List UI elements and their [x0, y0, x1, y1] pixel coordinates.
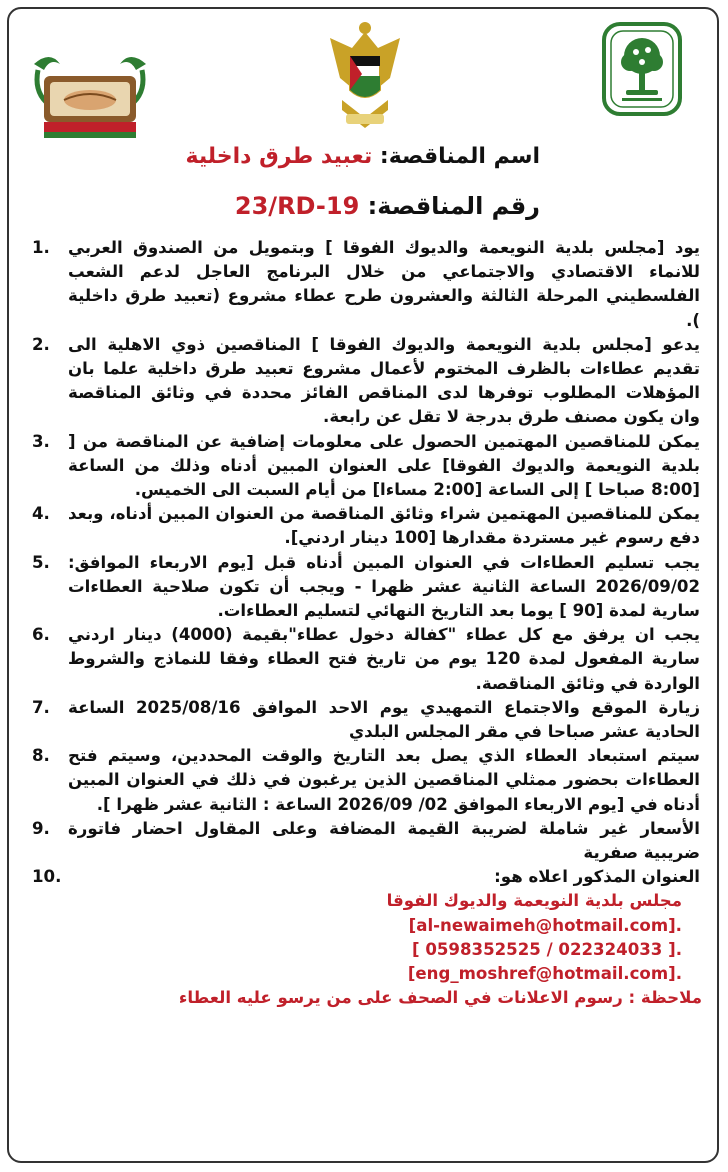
tender-number-value: 23/RD-19: [234, 192, 360, 220]
item-text: سيتم استبعاد العطاء الذي يصل بعد التاريخ والوقت المحددين، وسيتم فتح العطاءات بحضور ممثلي المناقصين الذين يرغبون في ذلك في العنوان المبين أدناه في [يوم الاربعاء الموافق 02/ 2026/09 الساعة : الثانية عشر ظهرا ].: [68, 746, 700, 814]
item-number: 10.: [32, 867, 62, 887]
list-item: [26, 865, 702, 889]
item-text: يمكن للمناقصين المهتمين الحصول على معلومات إضافية عن المناقصة من [ بلدية النويعمة والديوك الفوقا] على العنوان المبين أدناه وذلك من الساعة [8:00 صباحا ] إلى الساعة [2:00 مساءا] من أيام السبت الى الخميس.: [68, 431, 700, 500]
eagle-emblem-icon: [322, 18, 408, 133]
tender-title-value: تعبيد طرق داخلية: [185, 144, 373, 169]
tender-number-label: رقم المناقصة:: [367, 192, 540, 220]
item-number: 8.: [32, 746, 50, 766]
list-item: [26, 551, 702, 624]
list-item: [26, 502, 702, 550]
item-number: 5.: [32, 552, 50, 572]
tender-title-label: اسم المناقصة:: [379, 144, 540, 169]
list-item: [26, 430, 702, 503]
tender-number: [140, 192, 540, 220]
tender-body: [26, 236, 702, 1011]
item-text: يجب تسليم العطاءات في العنوان المبين أدناه قبل [يوم الاربعاء الموافق: 2026/09/02 الساعة الثانية عشر ظهرا - ويجب أن تكون صلاحية العطاءات سارية لمدة [90 ] يوما بعد التاريخ النهائي لتسليم العطاءات.: [68, 552, 700, 621]
list-item: [26, 744, 702, 817]
item-number: 7.: [32, 697, 50, 717]
item-text: يود [مجلس بلدية النويعمة والديوك الفوقا ] وبتمويل من الصندوق العربي للانماء الاقتصادي والاجتماعي من خلال البرنامج العاجل لدعم الشعب الفلسطيني المرحلة الثالثة والعشرون طرح عطاء مشروع (تعبيد طرق داخلية ).: [68, 238, 700, 330]
item-number: 6.: [32, 625, 50, 645]
item-number: 1.: [32, 238, 50, 257]
address-name: مجلس بلدية النويعمة والديوك الفوقا: [386, 891, 682, 911]
item-text: يمكن للمناقصين المهتمين شراء وثائق المناقصة من العنوان المبين أدناه، وبعد دفع رسوم غير مستردة مقدارها [100 دينار اردني].: [68, 504, 700, 548]
list-item: [26, 333, 702, 430]
ad-fee-note: ملاحظة : رسوم الاعلانات في الصحف على من يرسو عليه العطاء: [178, 988, 702, 1008]
list-item: [26, 696, 702, 744]
tender-title: [140, 144, 540, 169]
item-number: 2.: [32, 334, 50, 354]
list-item: [26, 236, 702, 333]
address-email-secondary[interactable]: [eng_moshref@hotmail.com].: [407, 964, 682, 984]
handshake-emblem-icon: [30, 50, 150, 140]
list-item: [26, 623, 702, 696]
item-text: زيارة الموقع والاجتماع التمهيدي يوم الاحد الموافق 2025/08/16 الساعة الحادية عشر صباحا في مقر المجلس البلدي: [68, 697, 700, 742]
address-block: [26, 889, 702, 986]
tree-seal-icon: [602, 22, 682, 116]
item-text: الأسعار غير شاملة لضريبة القيمة المضافة وعلى المقاول احضار فاتورة ضريبية صفرية: [68, 818, 700, 863]
item-number: 4.: [32, 504, 50, 524]
item-text: العنوان المذكور اعلاه هو:: [494, 867, 700, 887]
list-item: [26, 817, 702, 865]
item-text: يدعو [مجلس بلدية النويعمة والديوك الفوقا ] المناقصين ذوي الاهلية الى تقديم عطاءات بالظرف المختوم لأعمال مشروع تعبيد طرق داخلية علما بان المؤهلات المطلوب توفرها لدى المناقص الفائز محددة في وثائق المناقصة وان يكون مصنف طرق بدرجة لا تقل عن رابعة.: [68, 334, 700, 427]
item-text: يجب ان يرفق مع كل عطاء "كفالة دخول عطاء"بقيمة (4000) دينار اردني سارية المفعول لمدة 120 يوم من تاريخ فتح العطاء وفقا للنماذج والشروط الواردة في وثائق المناقصة.: [68, 625, 701, 693]
address-phones: [ 0598352525 / 022324033 ].: [411, 939, 682, 959]
logo-row: [0, 18, 728, 138]
address-email-primary[interactable]: [al-newaimeh@hotmail.com].: [408, 915, 682, 935]
item-number: 3.: [32, 431, 50, 451]
item-number: 9.: [32, 818, 50, 838]
